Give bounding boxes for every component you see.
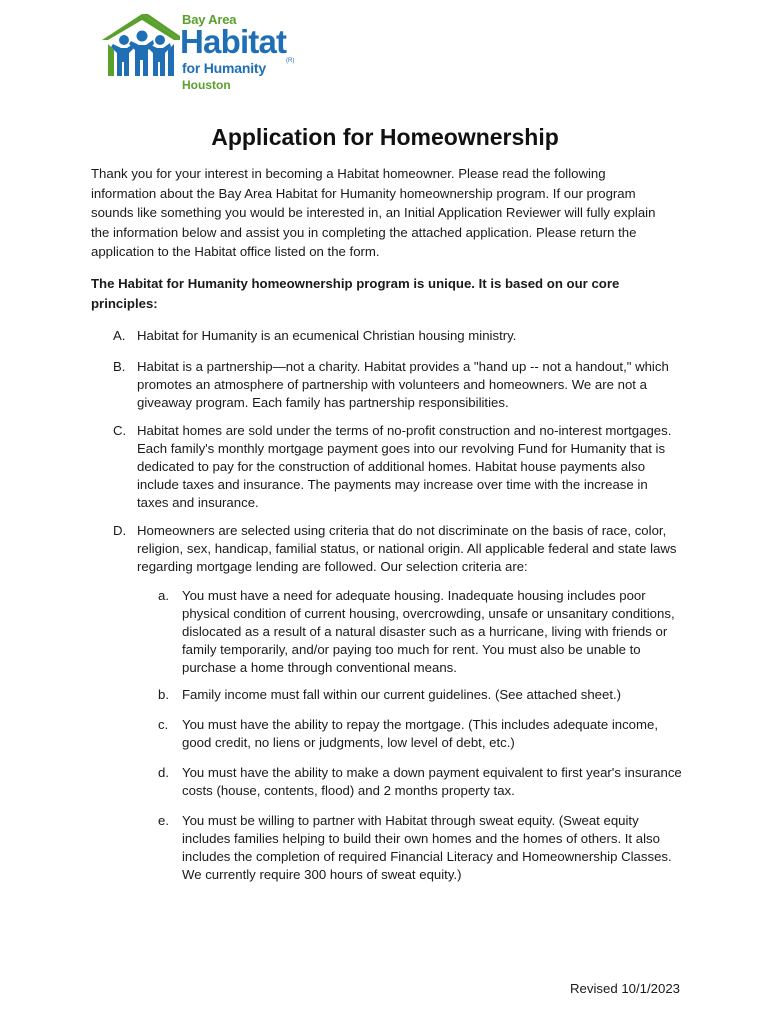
- criteria-text: You must have the ability to make a down payment equivalent to first year's insurance costs (house, contents, flood) and 2 months property tax.: [182, 765, 682, 798]
- criteria-text: You must have a need for adequate housing. Inadequate housing includes poor physical condition of current housing, overcrowding, unsafe or unsanitary conditions, dislocated as a result of a natural disaster such as a hurricane, living with friends or family temporarily, and/or paying too much for rent. You must also be unable to purchase a home through conventional means.: [182, 588, 675, 675]
- logo-registered-mark: (R): [286, 58, 295, 64]
- criteria-text: You must be willing to partner with Habitat through sweat equity. (Sweat equity includes families helping to build their own homes and the homes of others. It also includes the completion of required Financial Literacy and Homeownership Classes. We currently require 300 hours of sweat equity.): [182, 813, 672, 882]
- principles-heading: The Habitat for Humanity homeownership program is unique. It is based on our core principles:: [91, 276, 620, 311]
- list-marker: b.: [158, 687, 169, 702]
- logo-houston: Houston: [182, 78, 231, 92]
- list-marker: d.: [158, 765, 169, 780]
- logo-habitat: Habitat: [180, 23, 287, 60]
- criteria-text: Family income must fall within our current guidelines. (See attached sheet.): [182, 687, 622, 702]
- principle-text: Habitat for Humanity is an ecumenical Christian housing ministry.: [137, 328, 517, 343]
- principle-text: Habitat is a partnership—not a charity. Habitat provides a "hand up -- not a handout," which promotes an atmosphere of partnership with volunteers and homeowners. We are not a giveaway program. Each family has partnership responsibilities.: [137, 359, 669, 410]
- list-marker: C.: [113, 423, 127, 438]
- revised-date: Revised 10/1/2023: [570, 981, 680, 996]
- habitat-logo: [100, 10, 300, 100]
- logo-for-humanity: for Humanity: [182, 60, 266, 76]
- list-marker: B.: [113, 359, 126, 374]
- page-title: Application for Homeownership: [211, 124, 559, 150]
- list-marker: D.: [113, 523, 127, 538]
- house-people-icon: [100, 10, 182, 80]
- principle-text: Habitat homes are sold under the terms of no-profit construction and no-interest mortgages. Each family's monthly mortgage payment goes into our revolving Fund for Humanity that is dedicated to pay for the construction of additional homes. Habitat house payments also include taxes and insurance. The payments may increase over time with the increase in taxes and insurance.: [137, 423, 672, 510]
- list-marker: A.: [113, 328, 126, 343]
- criteria-text: You must have the ability to repay the mortgage. (This includes adequate income, good credit, no liens or judgments, low level of debt, etc.): [182, 717, 659, 750]
- principle-text: Homeowners are selected using criteria that do not discriminate on the basis of race, color, religion, sex, handicap, familial status, or national origin. All applicable federal and state laws regarding mortgage lending are followed. Our selection criteria are:: [137, 523, 677, 574]
- list-marker: c.: [158, 717, 169, 732]
- logo-bay-area: Bay Area: [182, 12, 237, 27]
- list-marker: e.: [158, 813, 169, 828]
- list-marker: a.: [158, 588, 169, 603]
- intro-paragraph: Thank you for your interest in becoming a Habitat homeowner. Please read the following information about the Bay Area Habitat for Humanity homeownership program. If our program sounds like something you would be interested in, an Initial Application Reviewer will fully explain the information below and assist you in completing the attached application. Please return the application to the Habitat office listed on the form.: [91, 166, 656, 259]
